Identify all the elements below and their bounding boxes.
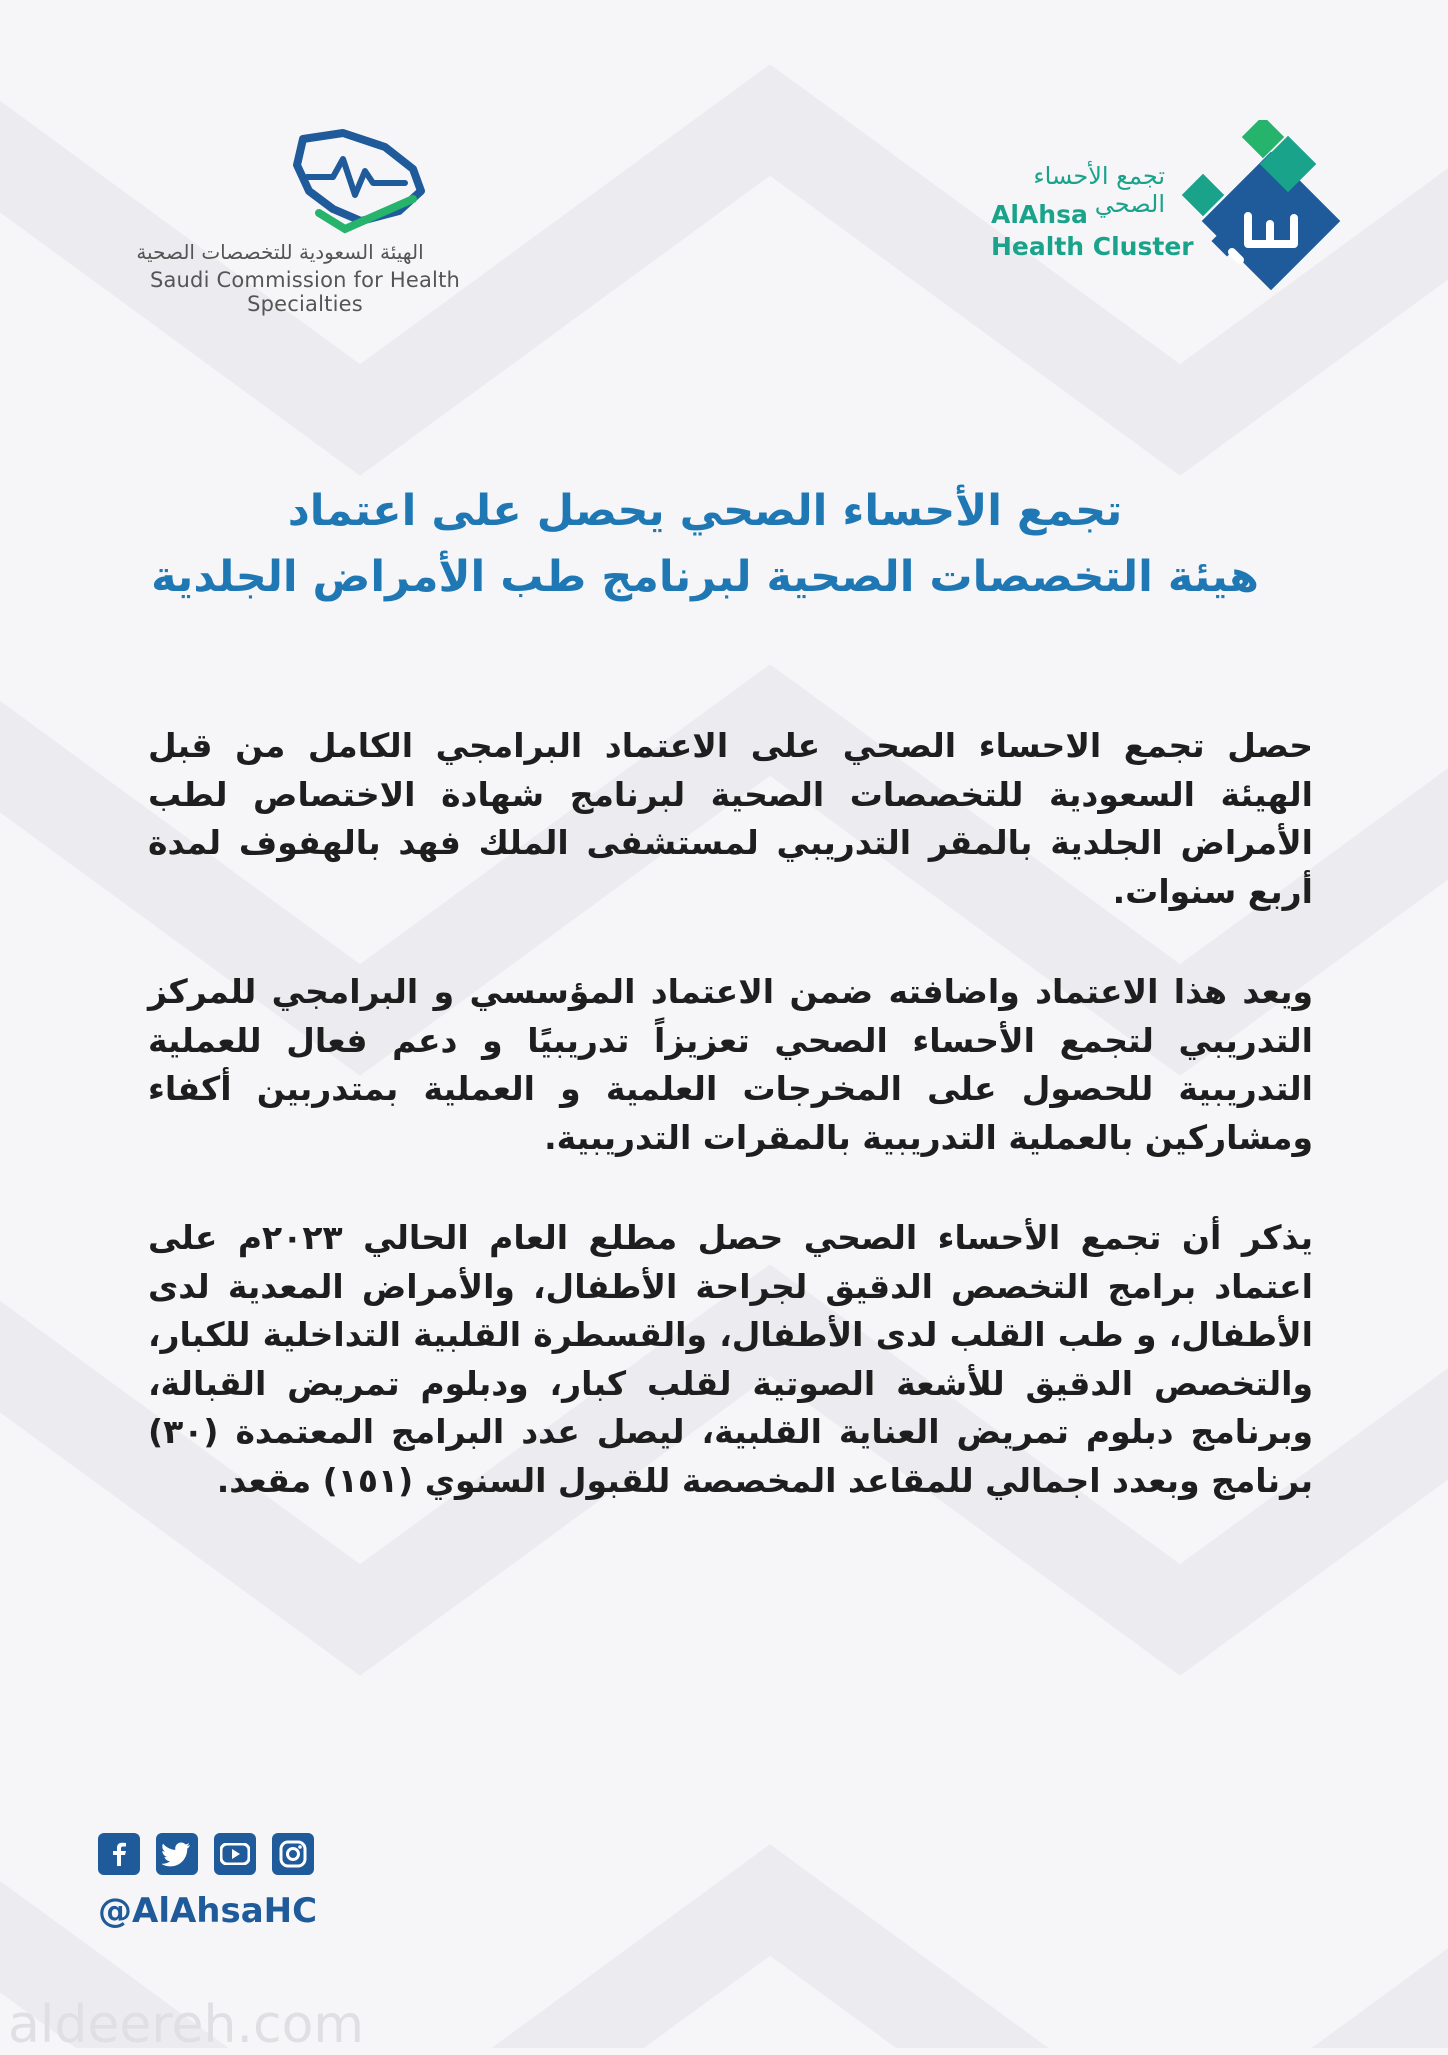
cluster-name-english-line1: AlAhsa xyxy=(991,200,1088,229)
title-line-1: تجمع الأحساء الصحي يحصل على اعتماد xyxy=(287,486,1123,536)
cluster-name-arabic: تجمع الأحساء الصحي xyxy=(1033,162,1165,218)
scfhs-name-english: Saudi Commission for Health Specialties xyxy=(149,268,461,316)
paragraph-3: يذكر أن تجمع الأحساء الصحي حصل مطلع العام الحالي ٢٠٢٣م على اعتماد برامج التخصص الدقيق لجراحة الأطفال، والأمراض المعدية لدى الأطفال، و طب القلب لدى الأطفال، والقسطرة القلبية التداخلية للكبار، والتخصص الدقيق للأشعة الصوتية لقلب كبار، ودبلوم تمريض القبالة، وبرنامج دبلوم تمريض العناية القلبية، ليصل عدد البرامج المعتمدة (٣٠) برنامج وبعدد اجمالي للمقاعد المخصصة للقبول السنوي (١٥١) مقعد. xyxy=(148,1218,1313,1500)
article-body xyxy=(148,722,1313,1557)
cluster-emblem-icon xyxy=(1170,120,1355,305)
alahsa-health-cluster-logo xyxy=(975,120,1355,310)
twitter-icon[interactable] xyxy=(156,1833,198,1875)
scfhs-logo xyxy=(95,125,515,316)
instagram-icon[interactable] xyxy=(272,1833,314,1875)
saudi-map-heartbeat-icon xyxy=(245,125,465,235)
site-watermark: aldeereh.com xyxy=(8,1995,365,2055)
page-title xyxy=(130,478,1280,610)
social-handle[interactable]: @AlAhsaHC xyxy=(98,1891,318,1931)
cluster-name-english-line2: Health Cluster xyxy=(991,232,1194,261)
facebook-icon[interactable] xyxy=(98,1833,140,1875)
social-footer xyxy=(98,1833,338,1953)
paragraph-2: ويعد هذا الاعتماد واضافته ضمن الاعتماد المؤسسي و البرامجي للمركز التدريبي لتجمع الأحساء الصحي تعزيزاً تدريبيًا و دعم فعال للعملية التدريبية للحصول على المخرجات العلمية و العملية بمتدربين أكفاء ومشاركين بالعملية التدريبية بالمقرات التدريبية. xyxy=(148,972,1313,1157)
paragraph-1: حصل تجمع الاحساء الصحي على الاعتماد البرامجي الكامل من قبل الهيئة السعودية للتخصصات الصحية لبرنامج شهادة الاختصاص لطب الأمراض الجلدية بالمقر التدريبي لمستشفى الملك فهد بالهفوف لمدة أربع سنوات. xyxy=(148,726,1313,911)
youtube-icon[interactable] xyxy=(214,1833,256,1875)
title-line-2: هيئة التخصصات الصحية لبرنامج طب الأمراض الجلدية xyxy=(151,552,1259,602)
scfhs-name-arabic: الهيئة السعودية للتخصصات الصحية xyxy=(136,240,424,264)
